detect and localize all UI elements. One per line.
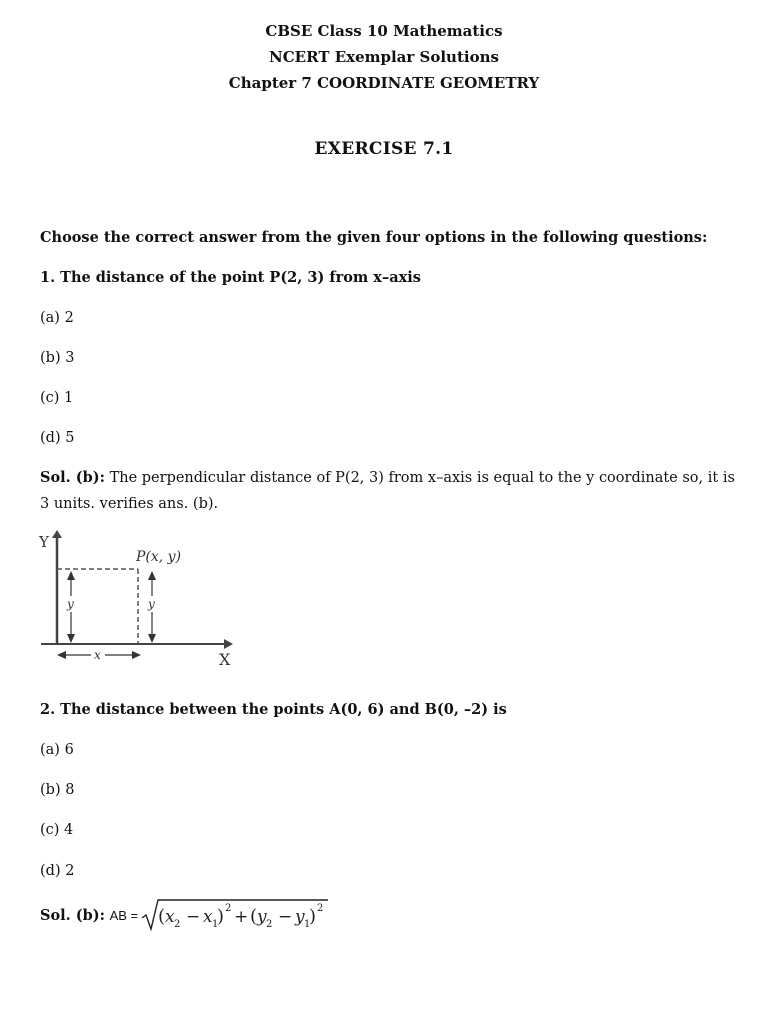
question-2: 2. The distance between the points A(0, 6) and B(0, –2) is xyxy=(40,701,507,718)
x-axis-label: X xyxy=(219,650,231,669)
exercise-title: EXERCISE 7.1 xyxy=(314,139,454,159)
formula-x1: x xyxy=(203,907,213,927)
question-1: 1. The distance of the point P(2, 3) from x–axis xyxy=(40,269,421,286)
formula-minus-1: − xyxy=(186,907,201,927)
x-axis-arrow xyxy=(224,639,233,649)
q1-solution xyxy=(40,465,740,517)
left-y-arrow-down xyxy=(67,634,75,643)
formula-close-paren-1: ) xyxy=(217,906,225,927)
q2-option-d: (d) 2 xyxy=(40,863,75,879)
formula-square-2: 2 xyxy=(317,903,324,914)
doc-header-line-2: NCERT Exemplar Solutions xyxy=(269,48,499,66)
formula-open-paren-1: ( xyxy=(158,906,166,927)
q1-option-b: (b) 3 xyxy=(40,350,75,366)
formula-x2: x xyxy=(165,907,175,927)
q1-solution-text: The perpendicular distance of P(2, 3) from x–axis is equal to the y coordinate so, it is 3 units. verifies ans. (b). xyxy=(40,470,735,512)
formula-y1: y xyxy=(295,907,305,927)
right-y-arrow-up xyxy=(148,571,156,580)
formula-x1-sub: 1 xyxy=(212,919,219,930)
right-y-arrow-down xyxy=(148,634,156,643)
q1-solution-label: Sol. (b): xyxy=(40,469,105,486)
left-y-label: y xyxy=(67,597,74,611)
distance-formula xyxy=(140,896,330,934)
x-measure-arrow-left xyxy=(57,651,66,659)
q1-option-a: (a) 2 xyxy=(40,310,74,326)
instruction-text: Choose the correct answer from the given four options in the following questions: xyxy=(40,229,708,246)
q1-option-d: (d) 5 xyxy=(40,430,75,446)
formula-y1-sub: 1 xyxy=(304,919,311,930)
x-measure-arrow-right xyxy=(132,651,141,659)
formula-x2-sub: 2 xyxy=(174,919,181,930)
doc-header-line-3: Chapter 7 COORDINATE GEOMETRY xyxy=(228,74,540,92)
formula-y2: y xyxy=(257,907,267,927)
left-y-arrow-up xyxy=(67,571,75,580)
q2-option-b: (b) 8 xyxy=(40,782,75,798)
q2-solution xyxy=(40,906,138,926)
y-axis-label: Y xyxy=(39,533,49,551)
y-axis-arrow xyxy=(52,530,62,538)
coordinate-figure xyxy=(36,528,246,670)
formula-square-1: 2 xyxy=(225,903,232,914)
q1-option-c: (c) 1 xyxy=(40,390,74,406)
q2-solution-label: Sol. (b): xyxy=(40,907,105,924)
formula-minus-2: − xyxy=(278,907,293,927)
formula-plus: + xyxy=(234,907,249,927)
point-p-label: P(x, y) xyxy=(136,549,182,565)
formula-y2-sub: 2 xyxy=(266,919,273,930)
right-y-label: y xyxy=(148,597,155,611)
formula-open-paren-2: ( xyxy=(250,906,258,927)
q2-option-a: (a) 6 xyxy=(40,742,74,758)
formula-close-paren-2: ) xyxy=(309,906,317,927)
doc-header-line-1: CBSE Class 10 Mathematics xyxy=(265,22,503,40)
q2-option-c: (c) 4 xyxy=(40,822,74,838)
x-measure-label: x xyxy=(94,648,101,662)
q2-solution-prefix: AB = xyxy=(109,908,139,923)
